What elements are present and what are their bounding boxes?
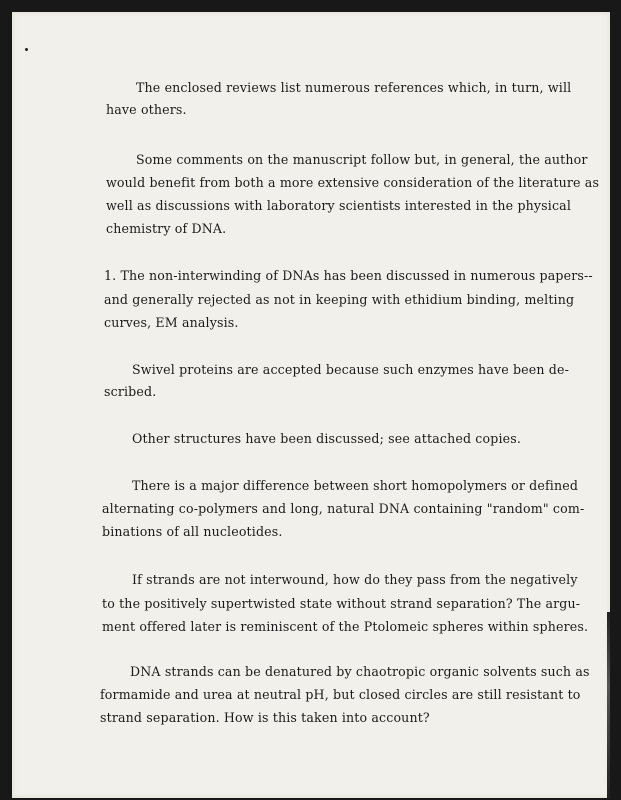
paper-sheet [12, 12, 610, 798]
text-line: ment offered later is reminiscent of the Ptolomeic spheres within spheres. [102, 619, 589, 634]
text-line: Swivel proteins are accepted because such enzymes have been de- [132, 362, 570, 377]
text-line: and generally rejected as not in keeping with ethidium binding, melting [104, 292, 575, 307]
text-line: DNA strands can be denatured by chaotropic organic solvents such as [130, 664, 590, 679]
text-line: The enclosed reviews list numerous references which, in turn, will [136, 80, 572, 95]
text-line: Some comments on the manuscript follow but, in general, the author [136, 152, 588, 167]
page-edge-shadow [607, 612, 610, 798]
text-line: have others. [106, 102, 187, 117]
text-line: Other structures have been discussed; see attached copies. [132, 431, 522, 446]
ink-speck [25, 48, 28, 51]
text-line: alternating co-polymers and long, natural DNA containing "random" com- [102, 501, 585, 516]
text-line: curves, EM analysis. [104, 315, 239, 330]
text-line: binations of all nucleotides. [102, 524, 283, 539]
text-line: to the positively supertwisted state without strand separation? The argu- [102, 596, 581, 611]
text-line: chemistry of DNA. [106, 221, 227, 236]
text-line: formamide and urea at neutral pH, but closed circles are still resistant to [100, 687, 581, 702]
text-line: would benefit from both a more extensive consideration of the literature as [106, 175, 600, 190]
text-line: If strands are not interwound, how do they pass from the negatively [132, 572, 578, 587]
text-line: strand separation. How is this taken into account? [100, 710, 430, 725]
text-line: There is a major difference between short homopolymers or defined [132, 478, 579, 493]
text-line: scribed. [104, 384, 157, 399]
text-line: well as discussions with laboratory scientists interested in the physical [106, 198, 572, 213]
text-line: 1. The non-interwinding of DNAs has been discussed in numerous papers-- [104, 268, 593, 283]
